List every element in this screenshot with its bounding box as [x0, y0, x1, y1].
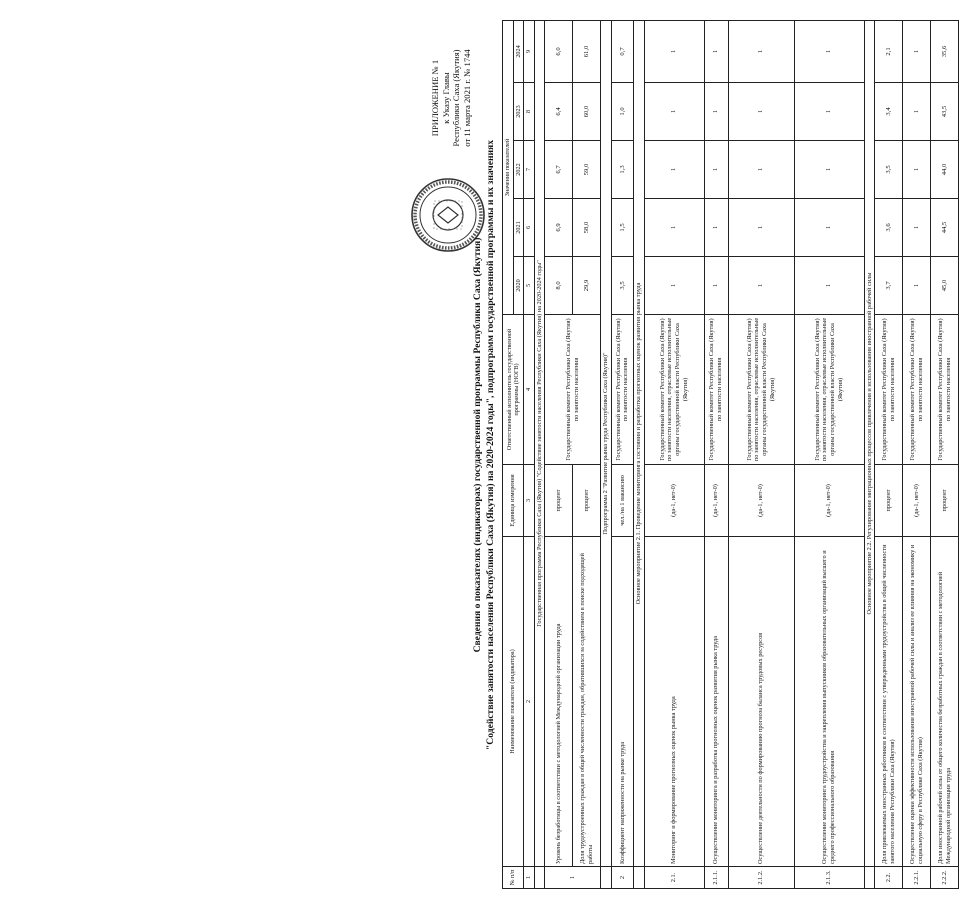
table-header-row: [503, 20, 514, 888]
row-responsible: Государственный комитет Республики Саха (Якутия) по занятости населения: [611, 315, 633, 465]
header-responsible: Ответственный исполнитель государственной программы (НОГВ): [503, 315, 524, 465]
row-value: 6,9: [545, 199, 573, 257]
row-value: 1: [794, 257, 864, 315]
row-name: Доля трудоустроенных граждан в общей численности граждан, обратившихся за содействием в поиске подходящей работы: [573, 537, 601, 867]
row-name: Доля иностранной рабочей силы от общего количества безработных граждан в соответствии с методологией Международной организации труда: [931, 537, 959, 867]
table-row: [728, 20, 794, 888]
appendix-line-3: Республики Саха (Якутия): [451, 49, 462, 147]
year-2022: 2022: [513, 141, 524, 199]
row-value: 1: [903, 257, 931, 315]
row-name: Осуществление мониторинга трудоустройства и закрепления выпускников образовательных организаций высшего и среднего профессионального образования: [794, 537, 864, 867]
row-value: 1: [644, 141, 704, 199]
section-measure-2-1-title: Основное мероприятие 2.1. Проведение мониторинга состояния и разработка прогнозных оценок развития рынка труда: [633, 20, 644, 866]
row-value: 61,0: [573, 20, 601, 82]
row-name: Мониторинг и формирование прогнозных оценок рынка труда: [644, 537, 704, 867]
row-responsible: Государственный комитет Республики Саха (Якутия) по занятости населения, отраслевые исполнительные органы государственной власти Республики Саха (Якутия): [728, 315, 794, 465]
header-values: Значения показателей: [503, 20, 514, 314]
row-value: 59,0: [573, 141, 601, 199]
table-row: [794, 20, 864, 888]
row-value: 1: [704, 199, 728, 257]
row-value: 60,0: [573, 83, 601, 141]
col-num: 1: [524, 867, 535, 889]
row-value: 1: [728, 199, 794, 257]
table-column-numbers: [524, 20, 535, 888]
row-value: 35,6: [931, 20, 959, 82]
row-value: 8,0: [545, 257, 573, 315]
table-row: [704, 20, 728, 888]
row-unit: (да-1, нет-0): [704, 465, 728, 537]
row-value: 58,0: [573, 199, 601, 257]
row-responsible: Государственный комитет Республики Саха (Якутия) по занятости населения: [931, 315, 959, 465]
row-value: 1: [728, 257, 794, 315]
row-value: 1: [644, 20, 704, 82]
row-value: 1: [903, 199, 931, 257]
row-value: 6,0: [545, 20, 573, 82]
row-unit: (да-1, нет-0): [644, 465, 704, 537]
row-value: 0,7: [611, 20, 633, 82]
row-unit: процент: [931, 465, 959, 537]
row-no: 2: [611, 867, 633, 889]
row-value: 1,3: [611, 141, 633, 199]
row-value: 3,7: [875, 257, 903, 315]
row-value: 1: [903, 20, 931, 82]
appendix-block: [430, 13, 472, 183]
row-unit: процент: [875, 465, 903, 537]
year-2023: 2023: [513, 83, 524, 141]
row-responsible: Государственный комитет Республики Саха (Якутия) по занятости населения: [903, 315, 931, 465]
row-name: Коэффициент напряженности на рынке труда: [611, 537, 633, 867]
row-no: 2.2.2.: [931, 867, 959, 889]
row-value: 3,5: [611, 257, 633, 315]
row-no: 2.2.1.: [903, 867, 931, 889]
row-value: 1,5: [611, 199, 633, 257]
col-num: 6: [524, 199, 535, 257]
col-num: 8: [524, 83, 535, 141]
row-name: Осуществление деятельности по формированию прогноза баланса трудовых ресурсов: [728, 537, 794, 867]
row-no: 2.1.1.: [704, 867, 728, 889]
indicators-table: [502, 20, 959, 889]
table-row: [611, 20, 633, 888]
row-no: 2.1.3.: [794, 867, 864, 889]
year-2020: 2020: [513, 257, 524, 315]
row-value: 1: [794, 83, 864, 141]
section-subprogram-2: [601, 20, 612, 888]
col-num: 4: [524, 315, 535, 465]
row-value: 1: [704, 257, 728, 315]
row-name: Уровень безработицы в соответствии с методологией Международной организации труда: [545, 537, 573, 867]
row-responsible: Государственный комитет Республики Саха (Якутия) по занятости населения, отраслевые исполнительные органы государственной власти Республики Саха (Якутия): [794, 315, 864, 465]
appendix-line-1: ПРИЛОЖЕНИЕ № 1: [430, 59, 440, 137]
row-value: 43,5: [931, 83, 959, 141]
row-value: 1: [794, 199, 864, 257]
row-value: 1: [644, 83, 704, 141]
appendix-line-4: от 11 марта 2021 г. № 1744: [461, 49, 472, 147]
section-program: [534, 20, 545, 888]
document-title: [472, 95, 497, 795]
row-value: 1: [728, 141, 794, 199]
header-unit: Единица измерения: [503, 465, 524, 537]
section-program-title: Государственная программа Республики Саха (Якутия) "Содействие занятости населения Республики Саха (Якутия) на 2020-2024 годы": [534, 20, 545, 866]
row-value: 2,1: [875, 20, 903, 82]
appendix-line-2: к Указу Главы: [440, 72, 451, 124]
row-name: Осуществление оценки эффективности использования иностранной рабочей силы и анализ ее влияния на экономику и социальную сферу в Республике Саха (Якутия): [903, 537, 931, 867]
col-num: 2: [524, 537, 535, 867]
table-row: [875, 20, 903, 888]
row-no: 2.1.: [644, 867, 704, 889]
title-line-1: Сведения о показателях (индикаторах) государственной программы Республики Саха (Якутия): [472, 237, 483, 653]
section-measure-2-2: [864, 20, 875, 888]
col-num: 9: [524, 20, 535, 82]
row-value: 1: [704, 141, 728, 199]
row-no: 2.1.2.: [728, 867, 794, 889]
row-value: 3,6: [875, 199, 903, 257]
row-value: 1: [704, 83, 728, 141]
row-value: 1: [794, 141, 864, 199]
section-measure-2-2-title: Основное мероприятие 2.2. Регулирование миграционных процессов привлечения и использования иностранной рабочей силы: [864, 20, 875, 866]
year-2024: 2024: [513, 20, 524, 82]
row-no: 2.2.: [875, 867, 903, 889]
table-row: [644, 20, 704, 888]
table-row: [931, 20, 959, 888]
row-value: 1: [644, 257, 704, 315]
col-num: 5: [524, 257, 535, 315]
table-row: [545, 20, 573, 888]
row-value: 1: [903, 141, 931, 199]
row-name: Осуществление мониторинга и разработка прогнозных оценок развития рынка труда: [704, 537, 728, 867]
row-unit: (да-1, нет-0): [794, 465, 864, 537]
year-2021: 2021: [513, 199, 524, 257]
row-responsible: Государственный комитет Республики Саха (Якутия) по занятости населения: [875, 315, 903, 465]
row-value: 1: [704, 20, 728, 82]
title-line-2: "Содействие занятости населения Республики Саха (Якутия) на 2020-2024 годы", подпрограмм государственной программы и их значениях: [484, 139, 496, 751]
row-value: 1: [794, 20, 864, 82]
row-unit: процент: [573, 465, 601, 537]
row-responsible: Государственный комитет Республики Саха (Якутия) по занятости населения, отраслевые исполнительные органы государственной власти Республики Саха (Якутия): [644, 315, 704, 465]
row-unit: (да-1, нет-0): [728, 465, 794, 537]
row-responsible: Государственный комитет Республики Саха (Якутия) по занятости населения: [545, 315, 601, 465]
row-value: 1: [728, 20, 794, 82]
section-subprogram-2-title: Подпрограмма 2 "Развитие рынка труда Республики Саха (Якутия)": [601, 20, 612, 866]
table-row: [903, 20, 931, 888]
row-value: 3,4: [875, 83, 903, 141]
section-measure-2-1: [633, 20, 644, 888]
row-responsible: Государственный комитет Республики Саха (Якутия) по занятости населения: [704, 315, 728, 465]
row-value: 3,5: [875, 141, 903, 199]
header-no: № п/п: [503, 867, 524, 889]
row-value: 45,0: [931, 257, 959, 315]
row-unit: процент: [545, 465, 573, 537]
row-value: 44,5: [931, 199, 959, 257]
row-value: 44,0: [931, 141, 959, 199]
row-value: 1: [644, 199, 704, 257]
row-no: 1: [545, 867, 601, 889]
row-value: 6,7: [545, 141, 573, 199]
row-value: 1: [903, 83, 931, 141]
row-value: 1,0: [611, 83, 633, 141]
row-unit: чел./на 1 вакансию: [611, 465, 633, 537]
row-value: 1: [728, 83, 794, 141]
row-value: 6,4: [545, 83, 573, 141]
col-num: 7: [524, 141, 535, 199]
col-num: 3: [524, 465, 535, 537]
row-unit: (да-1, нет-0): [903, 465, 931, 537]
row-name: Доля привлекаемых иностранных работников в соответствии с утвержденными трудоустройства в общей численности занятого населения Республики Саха (Якутия): [875, 537, 903, 867]
row-value: 29,9: [573, 257, 601, 315]
header-name: Наименование показателя (индикатора): [503, 537, 524, 867]
